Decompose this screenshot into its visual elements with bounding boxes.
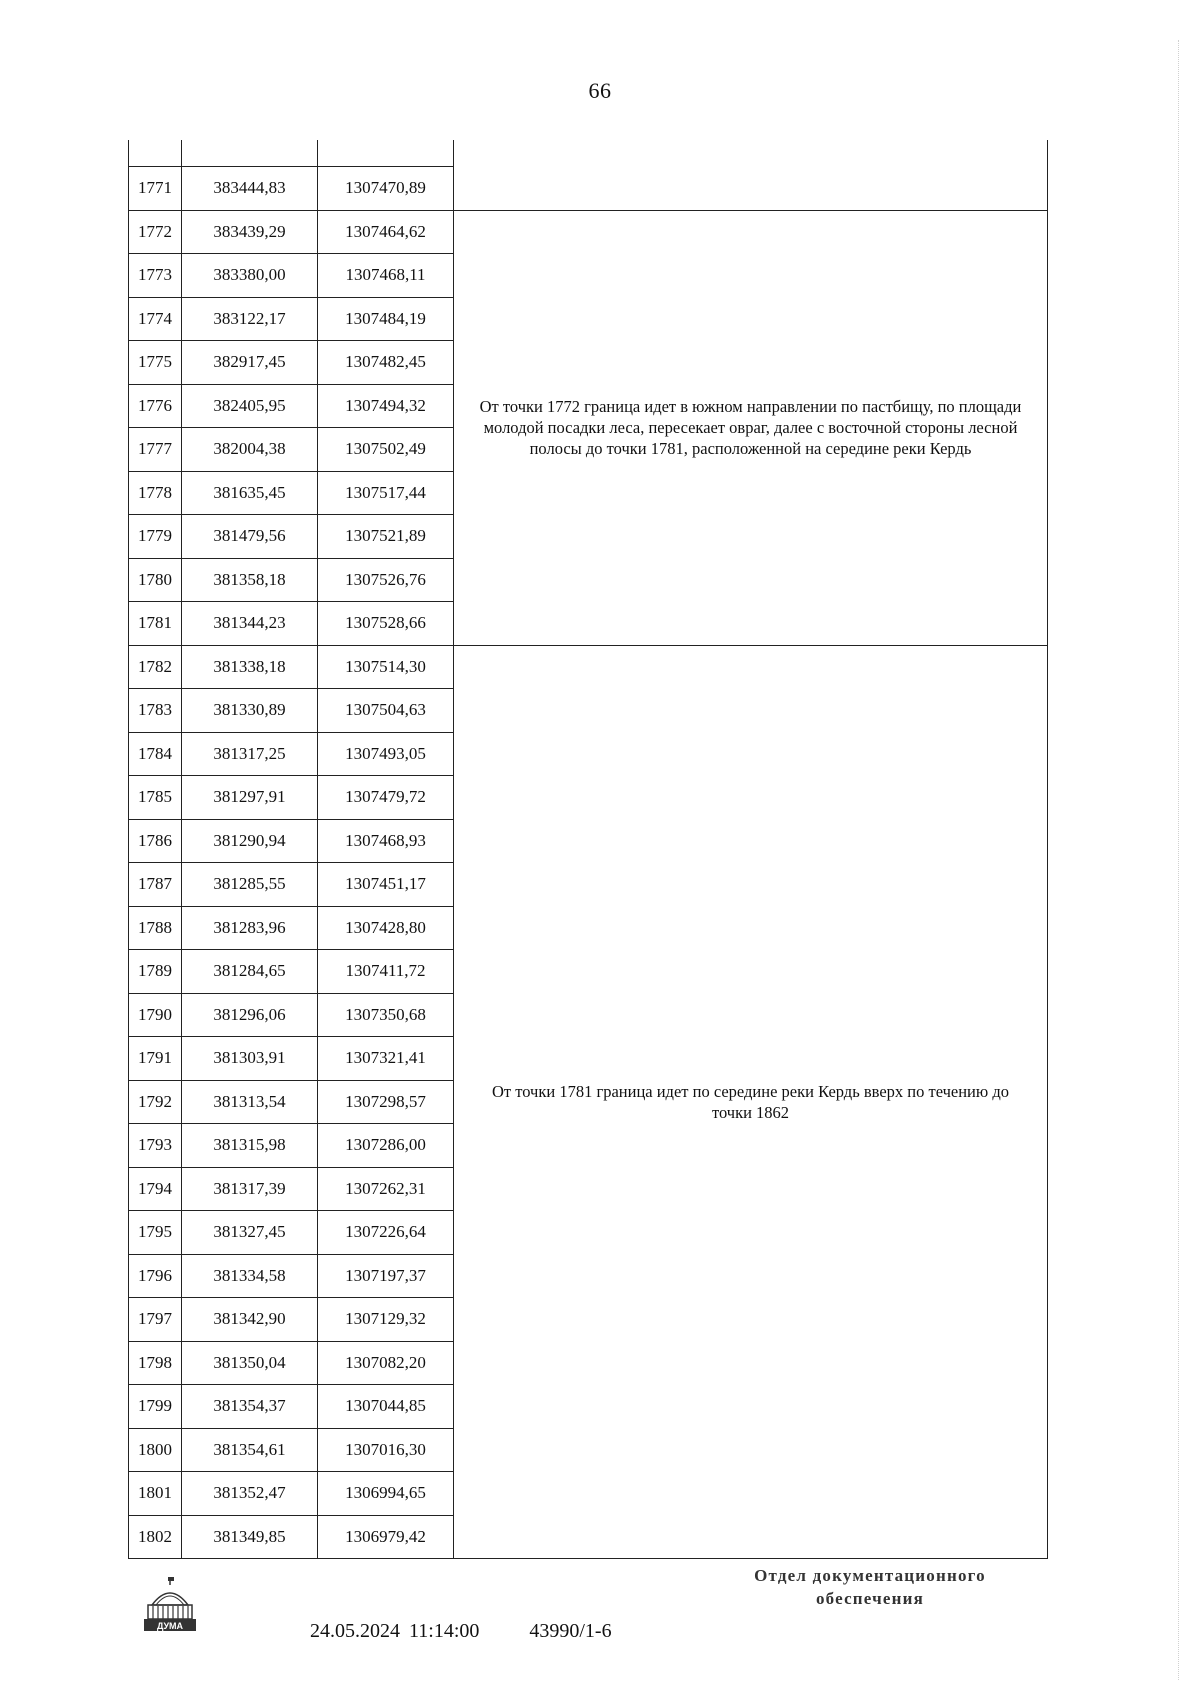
point-number-cell: 1788 (129, 906, 182, 950)
x-coordinate-cell: 381344,23 (182, 602, 318, 646)
point-number-cell: 1792 (129, 1080, 182, 1124)
y-coordinate-cell: 1307484,19 (318, 297, 454, 341)
x-coordinate-cell: 381315,98 (182, 1124, 318, 1168)
y-coordinate-cell: 1307528,66 (318, 602, 454, 646)
point-number-cell: 1777 (129, 428, 182, 472)
x-coordinate-cell: 381296,06 (182, 993, 318, 1037)
point-number-cell: 1785 (129, 776, 182, 820)
point-number-cell: 1774 (129, 297, 182, 341)
y-coordinate-cell: 1307470,89 (318, 167, 454, 211)
department-stamp (720, 1565, 1020, 1611)
stamp-datetime: 24.05.2024 11:14:00 (310, 1620, 480, 1642)
x-coordinate-cell: 382405,95 (182, 384, 318, 428)
point-number-cell: 1799 (129, 1385, 182, 1429)
x-coordinate-cell: 381327,45 (182, 1211, 318, 1255)
y-coordinate-cell: 1307517,44 (318, 471, 454, 515)
x-coordinate-cell: 381342,90 (182, 1298, 318, 1342)
x-coordinate-cell: 383380,00 (182, 254, 318, 298)
y-coordinate-cell: 1307464,62 (318, 210, 454, 254)
y-coordinate-cell: 1307350,68 (318, 993, 454, 1037)
x-coordinate-cell: 381303,91 (182, 1037, 318, 1081)
y-coordinate-cell: 1307494,32 (318, 384, 454, 428)
department-line-2: обеспечения (815, 1588, 925, 1608)
x-coordinate-cell: 383122,17 (182, 297, 318, 341)
y-coordinate-cell: 1307502,49 (318, 428, 454, 472)
point-number-cell: 1791 (129, 1037, 182, 1081)
point-number-cell: 1776 (129, 384, 182, 428)
y-coordinate-cell: 1307504,63 (318, 689, 454, 733)
y-coordinate-cell: 1307521,89 (318, 515, 454, 559)
y-coordinate-cell: 1306979,42 (318, 1515, 454, 1559)
x-coordinate-cell: 381283,96 (182, 906, 318, 950)
x-coordinate-cell: 381317,25 (182, 732, 318, 776)
x-coordinate-cell: 381338,18 (182, 645, 318, 689)
point-number-cell: 1789 (129, 950, 182, 994)
footer-stamp (310, 1620, 612, 1643)
y-coordinate-cell: 1307482,45 (318, 341, 454, 385)
point-number-cell: 1773 (129, 254, 182, 298)
boundary-description-cell: От точки 1781 граница идет по середине реки Кердь вверх по течению до точки 1862 (454, 645, 1048, 1559)
point-number-cell: 1797 (129, 1298, 182, 1342)
x-coordinate-cell: 382917,45 (182, 341, 318, 385)
x-coordinate-cell: 381334,58 (182, 1254, 318, 1298)
point-number-cell: 1787 (129, 863, 182, 907)
point-number-cell: 1800 (129, 1428, 182, 1472)
continuation-cell (318, 140, 454, 167)
y-coordinate-cell: 1307428,80 (318, 906, 454, 950)
point-number-cell: 1801 (129, 1472, 182, 1516)
point-number-cell: 1778 (129, 471, 182, 515)
y-coordinate-cell: 1307082,20 (318, 1341, 454, 1385)
point-number-cell: 1786 (129, 819, 182, 863)
y-coordinate-cell: 1307479,72 (318, 776, 454, 820)
x-coordinate-cell: 381354,37 (182, 1385, 318, 1429)
x-coordinate-cell: 381317,39 (182, 1167, 318, 1211)
y-coordinate-cell: 1307197,37 (318, 1254, 454, 1298)
y-coordinate-cell: 1307286,00 (318, 1124, 454, 1168)
x-coordinate-cell: 381290,94 (182, 819, 318, 863)
y-coordinate-cell: 1307226,64 (318, 1211, 454, 1255)
boundary-description-cell (454, 167, 1048, 211)
x-coordinate-cell: 381358,18 (182, 558, 318, 602)
y-coordinate-cell: 1307514,30 (318, 645, 454, 689)
y-coordinate-cell: 1307129,32 (318, 1298, 454, 1342)
y-coordinate-cell: 1307451,17 (318, 863, 454, 907)
x-coordinate-cell: 381313,54 (182, 1080, 318, 1124)
y-coordinate-cell: 1307493,05 (318, 732, 454, 776)
table-row (129, 210, 1048, 254)
y-coordinate-cell: 1307262,31 (318, 1167, 454, 1211)
page-number: 66 (588, 78, 612, 103)
continuation-cell (454, 140, 1048, 167)
x-coordinate-cell: 381635,45 (182, 471, 318, 515)
point-number-cell: 1783 (129, 689, 182, 733)
x-coordinate-cell: 381349,85 (182, 1515, 318, 1559)
y-coordinate-cell: 1307321,41 (318, 1037, 454, 1081)
logo-text: ДУМА (156, 1621, 184, 1631)
point-number-cell: 1782 (129, 645, 182, 689)
point-number-cell: 1796 (129, 1254, 182, 1298)
stamp-reg-number: 43990/1-6 (529, 1620, 612, 1642)
coordinates-table-wrapper (128, 140, 1048, 1559)
y-coordinate-cell: 1306994,65 (318, 1472, 454, 1516)
y-coordinate-cell: 1307468,93 (318, 819, 454, 863)
point-number-cell: 1771 (129, 167, 182, 211)
table-continuation-row (129, 140, 1048, 167)
continuation-cell (129, 140, 182, 167)
table-row (129, 167, 1048, 211)
point-number-cell: 1780 (129, 558, 182, 602)
coordinates-table (128, 140, 1048, 1559)
y-coordinate-cell: 1307044,85 (318, 1385, 454, 1429)
boundary-description-cell: От точки 1772 граница идет в южном направлении по пастбищу, по площади молодой посадки леса, пересекает овраг, далее с восточной стороны лесной полосы до точки 1781, расположенной на середине реки Кердь (454, 210, 1048, 645)
y-coordinate-cell: 1307411,72 (318, 950, 454, 994)
y-coordinate-cell: 1307526,76 (318, 558, 454, 602)
x-coordinate-cell: 381352,47 (182, 1472, 318, 1516)
x-coordinate-cell: 381350,04 (182, 1341, 318, 1385)
point-number-cell: 1779 (129, 515, 182, 559)
x-coordinate-cell: 381354,61 (182, 1428, 318, 1472)
table-row (129, 645, 1048, 689)
point-number-cell: 1795 (129, 1211, 182, 1255)
point-number-cell: 1790 (129, 993, 182, 1037)
point-number-cell: 1775 (129, 341, 182, 385)
scan-edge-artifact (1178, 40, 1185, 1680)
point-number-cell: 1784 (129, 732, 182, 776)
point-number-cell: 1793 (129, 1124, 182, 1168)
x-coordinate-cell: 381330,89 (182, 689, 318, 733)
point-number-cell: 1781 (129, 602, 182, 646)
point-number-cell: 1772 (129, 210, 182, 254)
point-number-cell: 1798 (129, 1341, 182, 1385)
point-number-cell: 1794 (129, 1167, 182, 1211)
x-coordinate-cell: 382004,38 (182, 428, 318, 472)
y-coordinate-cell: 1307468,11 (318, 254, 454, 298)
y-coordinate-cell: 1307298,57 (318, 1080, 454, 1124)
x-coordinate-cell: 381285,55 (182, 863, 318, 907)
y-coordinate-cell: 1307016,30 (318, 1428, 454, 1472)
x-coordinate-cell: 383444,83 (182, 167, 318, 211)
x-coordinate-cell: 381284,65 (182, 950, 318, 994)
point-number-cell: 1802 (129, 1515, 182, 1559)
x-coordinate-cell: 381479,56 (182, 515, 318, 559)
x-coordinate-cell: 383439,29 (182, 210, 318, 254)
department-line-1: Отдел документационного (754, 1566, 986, 1585)
continuation-cell (182, 140, 318, 167)
x-coordinate-cell: 381297,91 (182, 776, 318, 820)
duma-logo-icon (140, 1575, 200, 1633)
